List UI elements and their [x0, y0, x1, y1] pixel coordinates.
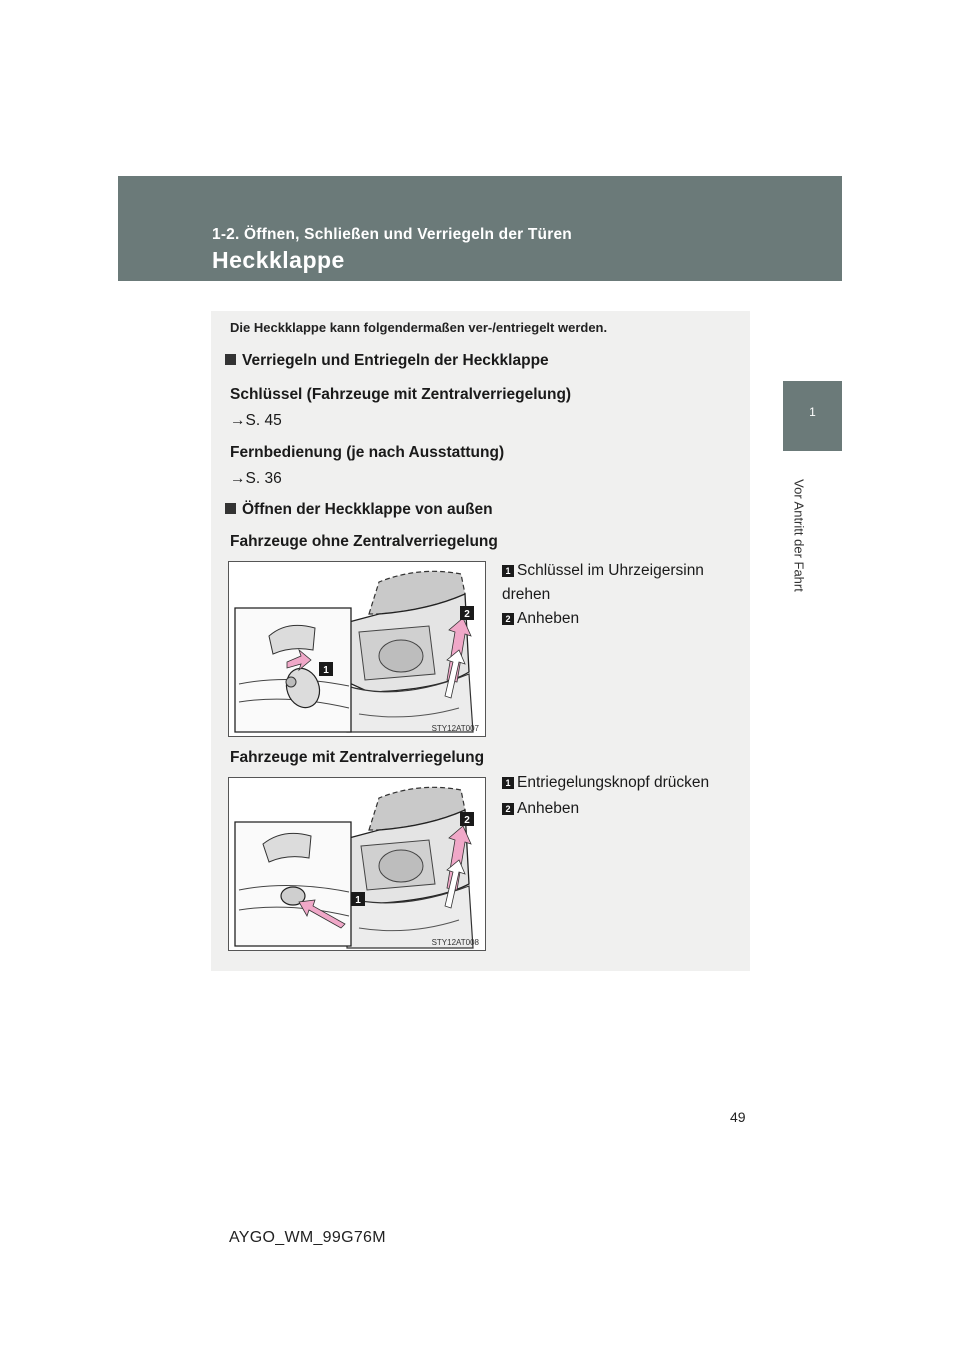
key-page-ref[interactable]: →S. 45	[230, 412, 282, 429]
section-label: 1-2. Öffnen, Schließen und Verriegeln der Türen	[212, 226, 572, 243]
page-number: 49	[730, 1109, 746, 1125]
tailgate-key-illustration	[229, 562, 485, 736]
chapter-title: Vor Antritt der Fahrt	[791, 479, 807, 592]
step-number-badge: 1	[502, 565, 514, 577]
step-number-badge: 2	[502, 803, 514, 815]
document-code: AYGO_WM_99G76M	[229, 1229, 386, 1246]
page-title: Heckklappe	[212, 247, 345, 273]
figure-code: STY12AT008	[431, 938, 479, 947]
step-number-badge: 1	[502, 777, 514, 789]
chapter-tab	[783, 381, 842, 451]
section2-heading: Öffnen der Heckklappe von außen	[225, 501, 493, 519]
case2-step-1: 1 Entriegelungsknopf drücken	[502, 771, 732, 795]
svg-text:2: 2	[464, 609, 470, 620]
remote-page-ref[interactable]: →S. 36	[230, 470, 282, 487]
case2-step-2: 2 Anheben	[502, 797, 732, 821]
remote-label: Fernbedienung (je nach Ausstattung)	[230, 444, 505, 461]
figure-tailgate-button	[228, 777, 486, 951]
tailgate-button-illustration	[229, 778, 485, 950]
case1-step-2: 2 Anheben	[502, 607, 732, 631]
section1-heading: Verriegeln und Entriegeln der Heckklappe	[225, 352, 549, 370]
chapter-title-vertical	[787, 470, 807, 610]
case1-label: Fahrzeuge ohne Zentralverriegelung	[230, 533, 498, 550]
svg-text:1: 1	[323, 665, 329, 676]
figure-code: STY12AT007	[431, 724, 479, 733]
step-number-badge: 2	[502, 613, 514, 625]
svg-text:2: 2	[464, 815, 470, 826]
intro-text: Die Heckklappe kann folgendermaßen ver-/entriegelt werden.	[230, 320, 608, 335]
square-bullet-icon	[225, 354, 236, 365]
chapter-header	[118, 176, 842, 281]
svg-text:1: 1	[355, 895, 361, 906]
case2-label: Fahrzeuge mit Zentralverriegelung	[230, 749, 485, 766]
square-bullet-icon	[225, 503, 236, 514]
figure-tailgate-key	[228, 561, 486, 737]
chapter-number: 1	[809, 405, 816, 419]
case1-step-1: 1 Schlüssel im Uhrzeigersinn drehen	[502, 562, 704, 603]
content-panel	[211, 311, 750, 971]
key-label: Schlüssel (Fahrzeuge mit Zentralverriegelung)	[230, 386, 572, 403]
